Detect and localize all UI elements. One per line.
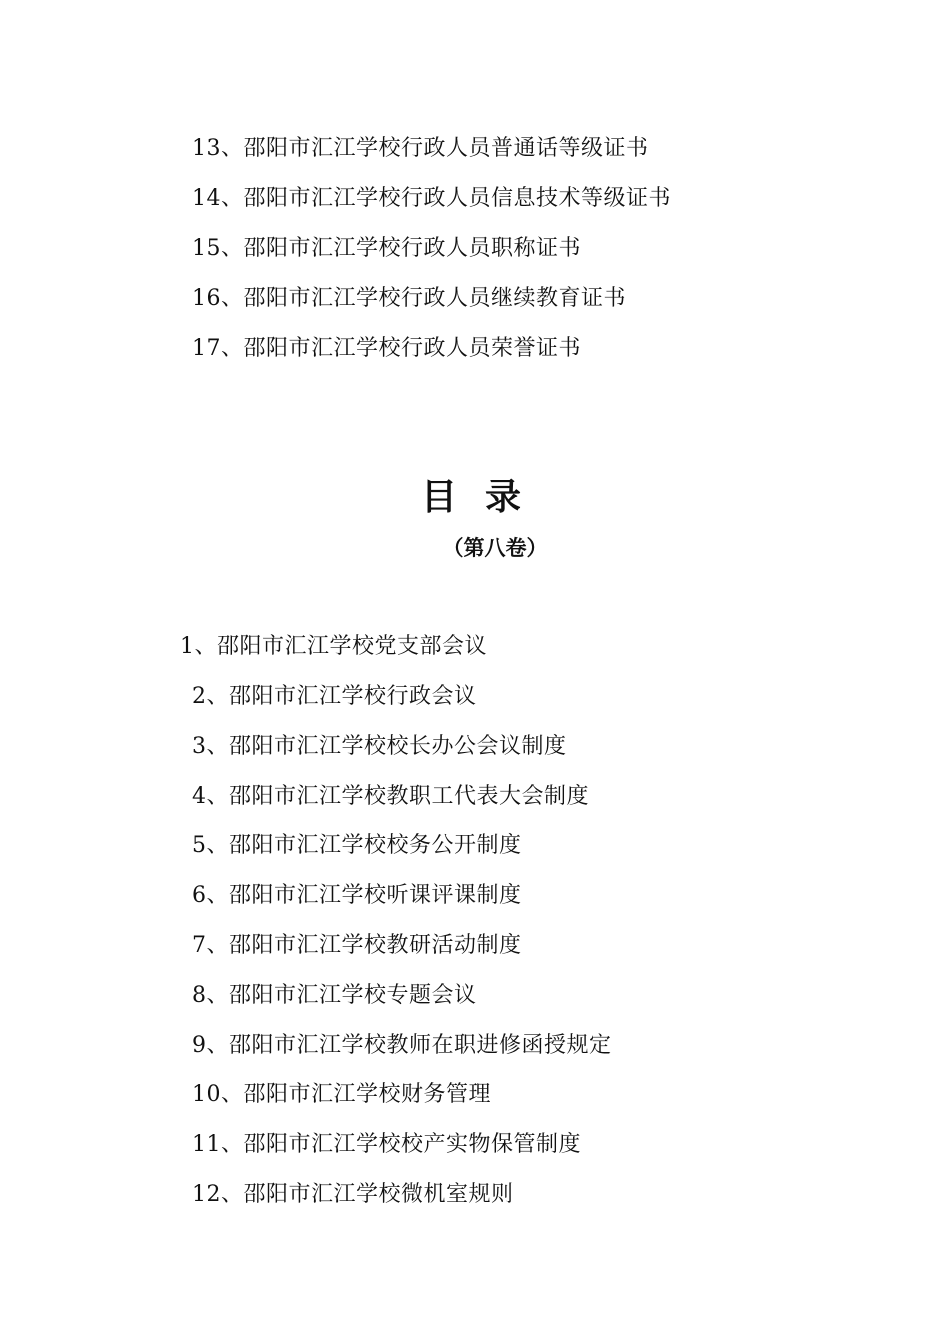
list-item: 15、邵阳市汇江学校行政人员职称证书: [192, 236, 581, 261]
list-item: 5、邵阳市汇江学校校务公开制度: [192, 833, 522, 858]
list-item: 16、邵阳市汇江学校行政人员继续教育证书: [192, 286, 626, 311]
list-item: 14、邵阳市汇江学校行政人员信息技术等级证书: [192, 186, 671, 211]
list-item: 2、邵阳市汇江学校行政会议: [192, 684, 477, 709]
list-item: 6、邵阳市汇江学校听课评课制度: [192, 883, 522, 908]
list-item: 1、邵阳市汇江学校党支部会议: [180, 634, 487, 659]
list-item: 13、邵阳市汇江学校行政人员普通话等级证书: [192, 136, 649, 161]
list-item: 9、邵阳市汇江学校教师在职进修函授规定: [192, 1033, 612, 1058]
list-item: 7、邵阳市汇江学校教研活动制度: [192, 933, 522, 958]
list-item: 17、邵阳市汇江学校行政人员荣誉证书: [192, 336, 581, 361]
list-item: 10、邵阳市汇江学校财务管理: [192, 1082, 491, 1107]
list-item: 3、邵阳市汇江学校校长办公会议制度: [192, 734, 567, 759]
page-title: 目录: [420, 477, 549, 518]
list-item: 4、邵阳市汇江学校教职工代表大会制度: [192, 784, 589, 809]
list-item: 8、邵阳市汇江学校专题会议: [192, 983, 477, 1008]
list-item: 11、邵阳市汇江学校校产实物保管制度: [192, 1132, 581, 1157]
volume-subtitle: （第八卷）: [442, 536, 548, 560]
list-item: 12、邵阳市汇江学校微机室规则: [192, 1182, 514, 1207]
